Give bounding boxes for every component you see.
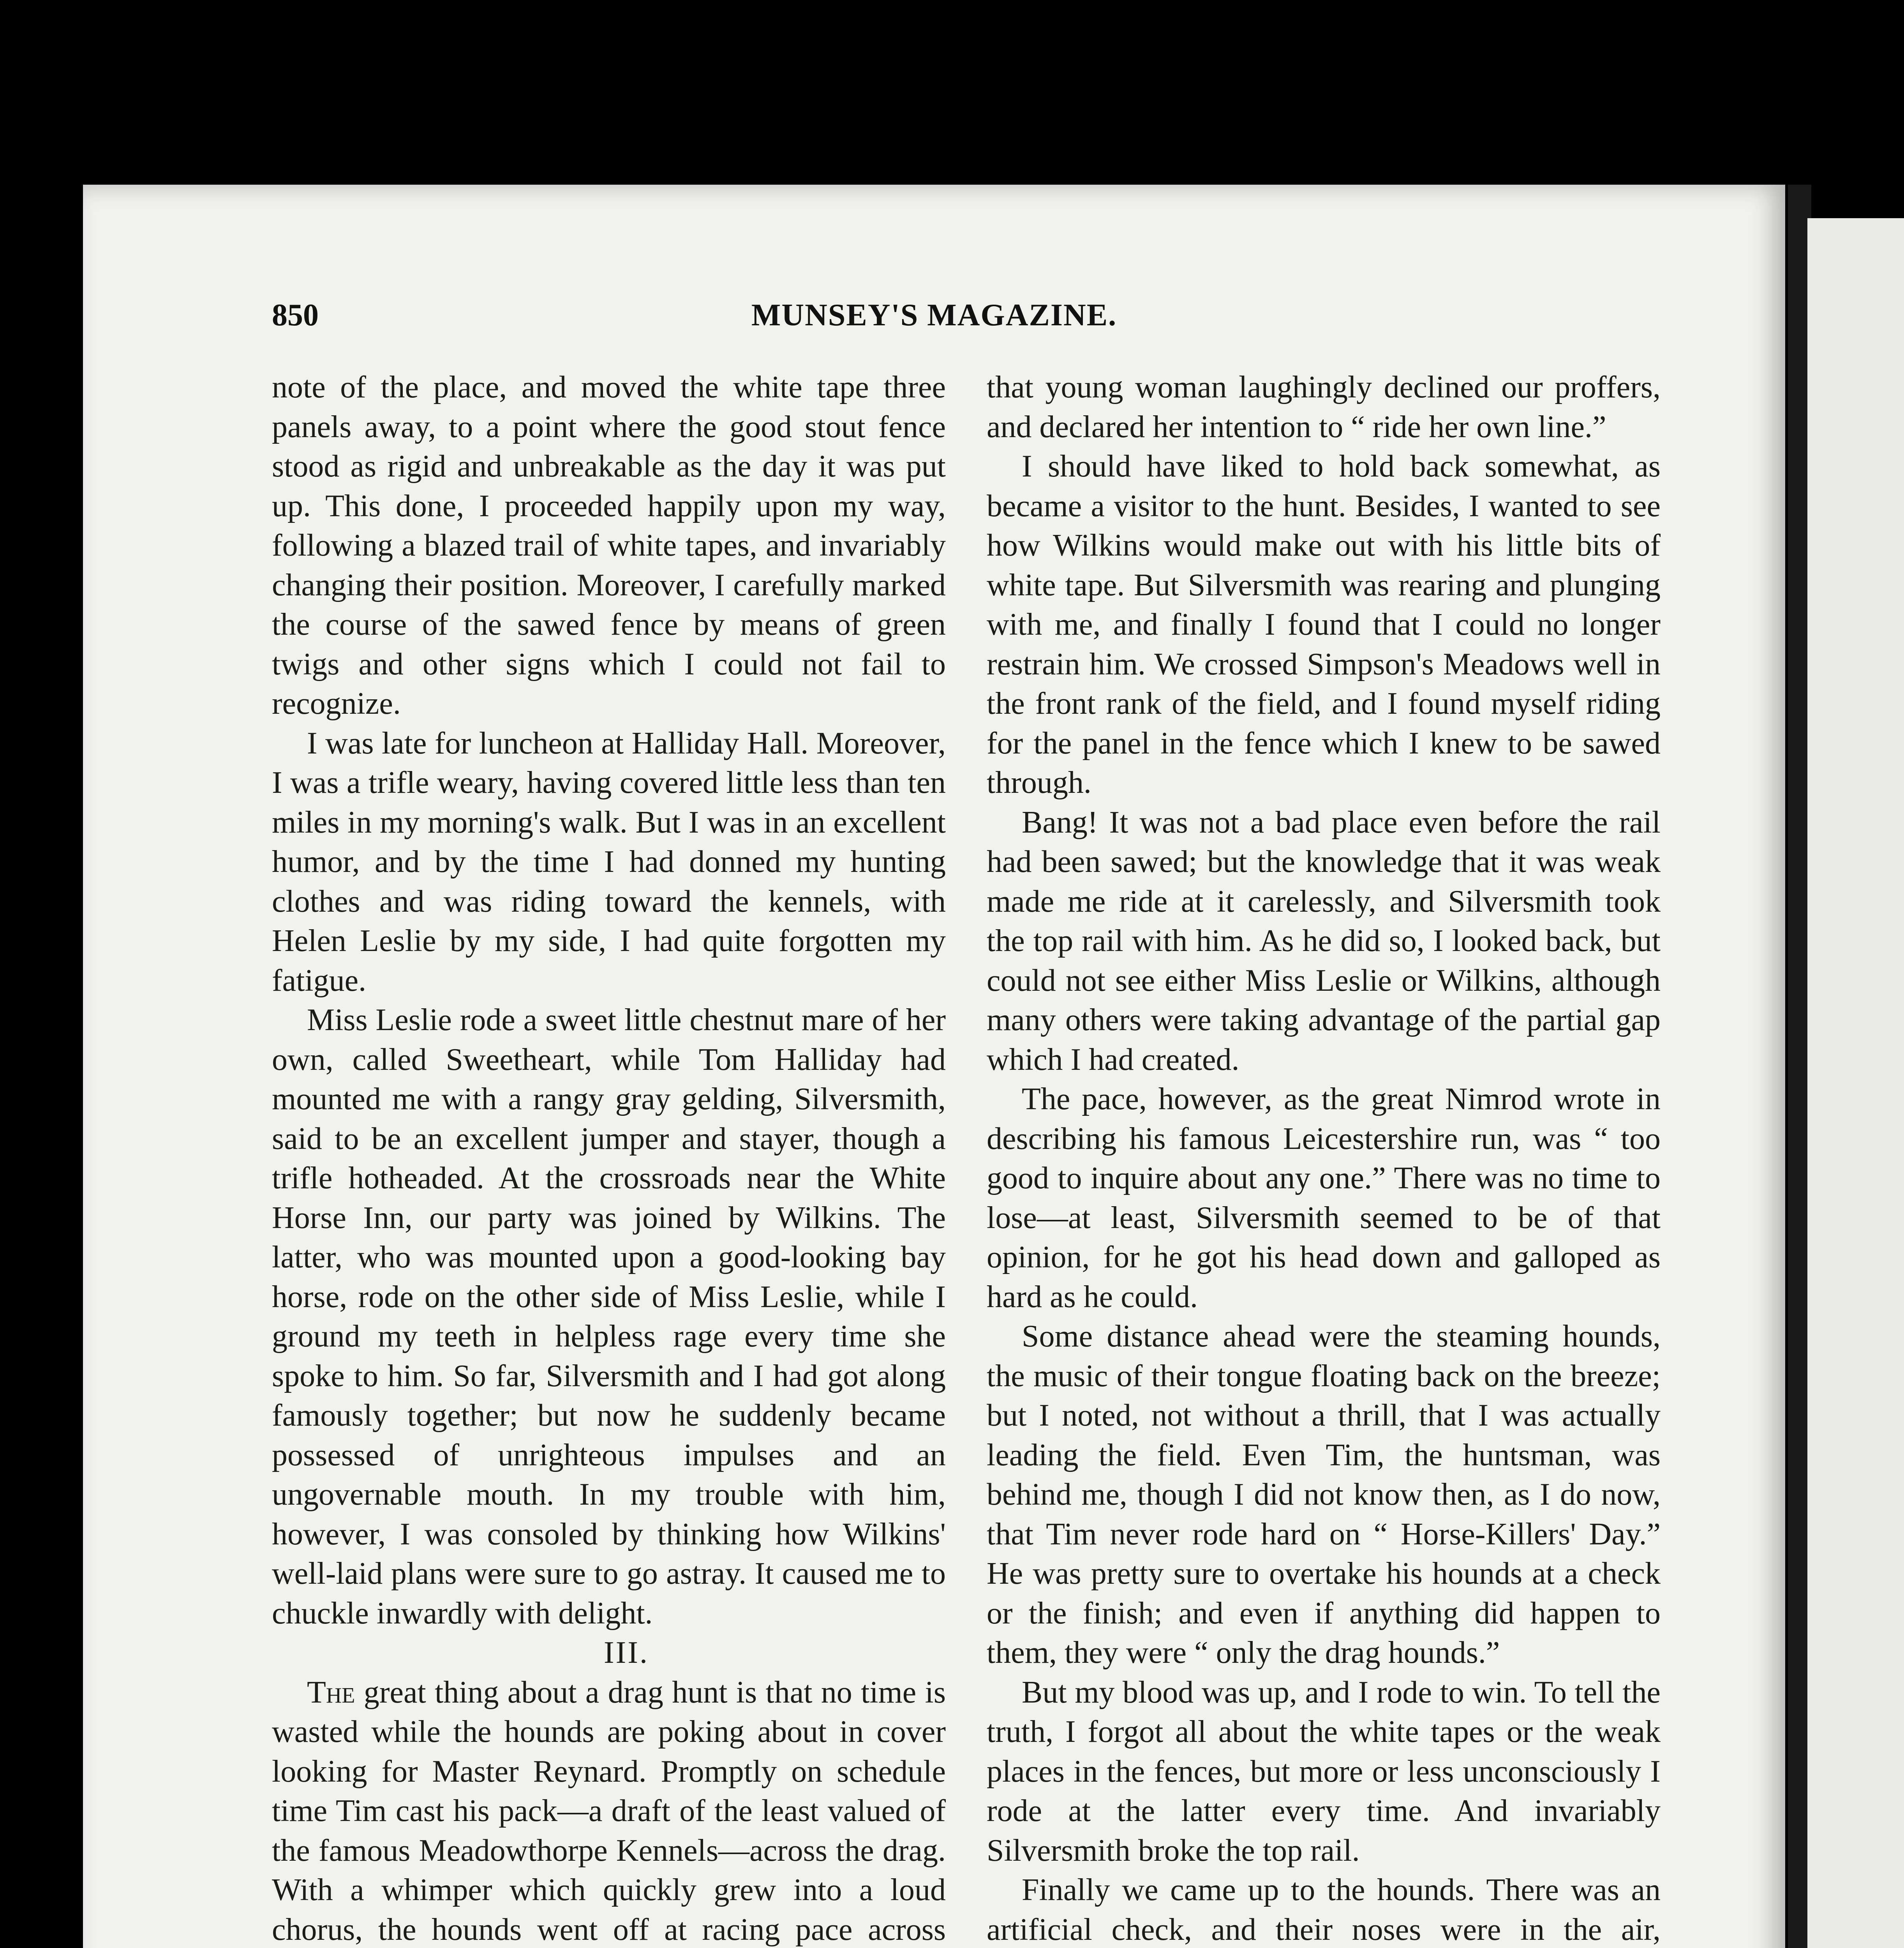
section-heading: III. [604,1636,649,1670]
paragraph: Some distance ahead were the steaming hounds, the music of their tongue floating back on the breeze; but I noted, not without a thrill, that I was actually leading the field. Even Tim, the huntsman, was behind me, though I did not know then, as I do now, that Tim never rode hard on “ Horse-Killers' Day.” He was pretty sure to overtake his hounds at a check or the finish; and even if anything did happen to them, they were “ only the drag hounds.” [987,1319,1661,1670]
paragraph-text: great thing about a drag hunt is that no time is wasted while the hounds are poking about in cover looking for Master Reynard. Promptly on schedule time Tim cast his pack—a draft of the least valued of the famous Meadowthorpe Kennels—across the drag. With a whimper which quickly grew into a loud chorus, the hounds went off at racing pace across [272,1675,946,1947]
paragraph: Bang! It was not a bad place even before the rail had been sawed; but the knowledge that it was weak made me ride at it carelessly, and Silversmith took the top rail with him. As he did so, I looked back, but could not see either Miss Leslie or Wilkins, although many others were taking advantage of the partial gap which I had created. [987,805,1661,1077]
paragraph: Miss Leslie rode a sweet little chestnut mare of her own, called Sweetheart, while Tom Halliday had mounted me with a rangy gray gelding, Silversmith, said to be an excellent jumper and stayer, though a trifle hotheaded. At the crossroads near the White Horse Inn, our party was joined by Wilkins. The latter, who was mounted upon a good-looking bay horse, rode on the other side of Miss Leslie, while I ground my teeth in helpless rage every time she spoke to him. So far, Silversmith and I had got along famously together; but now he suddenly became possessed of unrighteous impulses and an ungovernable mouth. In my trouble with him, however, I was consoled by thinking how Wilkins' well-laid plans were sure to go astray. It caused me to chuckle inwardly with delight. [272,1003,946,1630]
paragraph: that young woman laughingly declined our proffers, and declared her intention to “ ride her own line.” [987,370,1661,444]
page-number: 850 [272,298,319,332]
paragraph [272,1673,946,1948]
paragraph: The pace, however, as the great Nimrod wrote in describing his famous Leicestershire run, was “ too good to inquire about any one.” There was no time to lose—at least, Silversmith seemed to be of that opinion, for he got his head down and galloped as hard as he could. [987,1082,1661,1314]
paragraph: note of the place, and moved the white tape three panels away, to a point where the good stout fence stood as rigid and unbreakable as the day it was put up. This done, I proceeded happily upon my way, following a blazed trail of white tapes, and invariably changing their position. Moreover, I carefully marked the course of the sawed fence by means of green twigs and other signs which I could not fail to recognize. [272,370,946,721]
facing-page-edge [1807,218,1904,1948]
magazine-page [83,185,1785,1948]
right-column [987,368,1661,1948]
paragraph: But my blood was up, and I rode to win. To tell the truth, I forgot all about the white tapes or the weak places in the fences, but more or less unconsciously I rode at the latter every time. And invariably Silversmith broke the top rail. [987,1675,1661,1868]
paragraph: I was late for luncheon at Halliday Hall. Moreover, I was a trifle weary, having covered little less than ten miles in my morning's walk. But I was in an excellent humor, and by the time I had donned my hunting clothes and was riding toward the kennels, with Helen Leslie by my side, I had quite forgotten my fatigue. [272,726,946,998]
running-head [83,298,1785,341]
paragraph: I should have liked to hold back somewhat, as became a visitor to the hunt. Besides, I wanted to see how Wilkins would make out with his little bits of white tape. But Silversmith was rearing and plunging with me, and finally I found that I could no longer restrain him. We crossed Simpson's Meadows well in the front rank of the field, and I found myself riding for the panel in the fence which I knew to be sawed through. [987,449,1661,800]
magazine-title: MUNSEY'S MAGAZINE. [751,298,1117,332]
paragraph: Finally we came up to the hounds. There was an artificial check, and their noses were in the air, [987,1873,1661,1947]
lead-word: The [307,1675,355,1710]
left-column [272,368,946,1948]
